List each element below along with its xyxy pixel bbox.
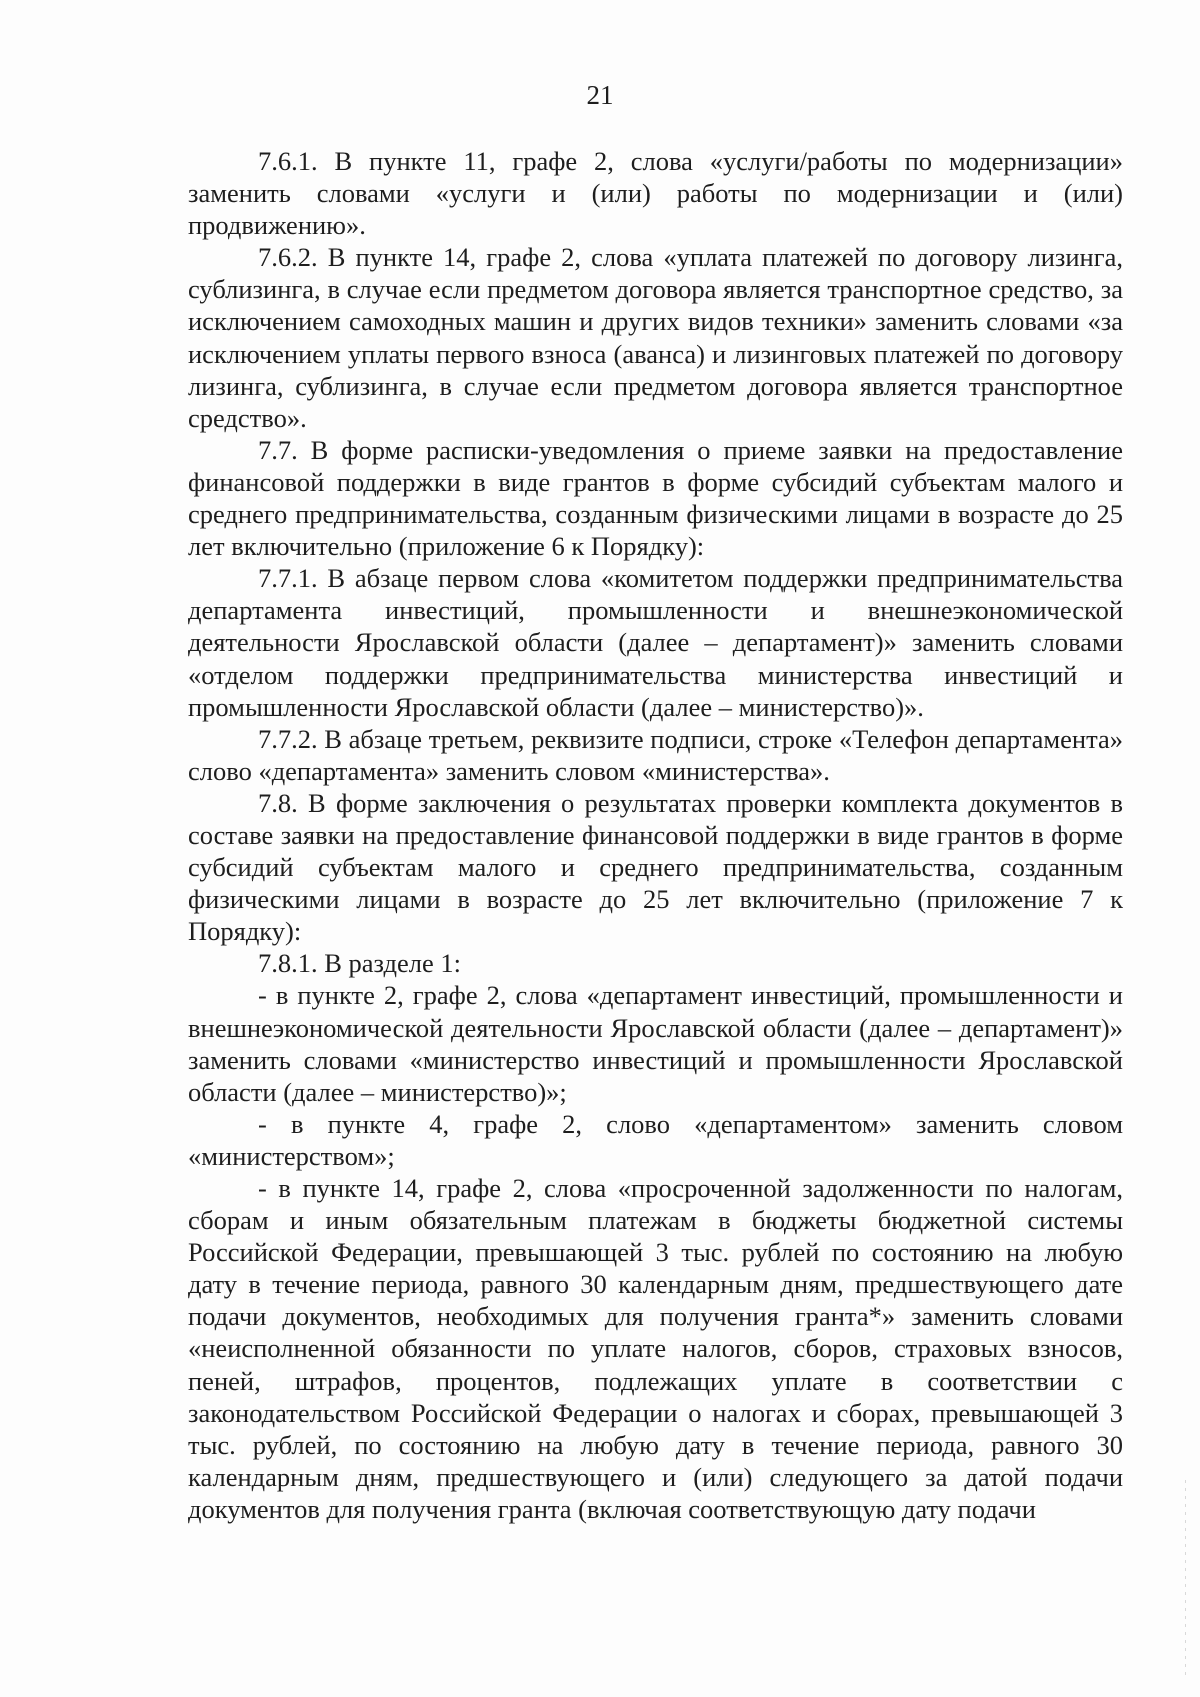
paragraph-7-8: 7.8. В форме заключения о результатах проверки комплекта документов в составе заявки на предоставление финансовой поддержки в виде грантов в форме субсидий субъектам малого и среднего предпринимательства, созданным физическими лицами в возрасте до 25 лет включительно (приложение 7 к Порядку): [188, 787, 1123, 947]
paragraph-7-6-1: 7.6.1. В пункте 11, графе 2, слова «услуги/работы по модернизации» заменить словами «услуги и (или) работы по модернизации и (или) продвижению». [188, 146, 1123, 241]
page-number: 21 [586, 80, 614, 110]
paragraph-7-7: 7.7. В форме расписки-уведомления о приеме заявки на предоставление финансовой поддержки в виде грантов в форме субсидий субъектам малого и среднего предпринимательства, созданным физическими лицами в возрасте до 25 лет включительно (приложение 6 к Порядку): [188, 434, 1123, 562]
scan-edge-mark [1185, 1480, 1186, 1680]
list-item-point-14: - в пункте 14, графе 2, слова «просроченной задолженности по налогам, сборам и иным обязательным платежам в бюджеты бюджетной системы Российской Федерации, превышающей 3 тыс. рублей по состоянию на любую дату в течение периода, равного 30 календарным дням, предшествующего дате подачи документов, необходимых для получения гранта*» заменить словами «неисполненной обязанности по уплате налогов, сборов, страховых взносов, пеней, штрафов, процентов, подлежащих уплате в соответствии с законодательством Российской Федерации о налогах и сборах, превышающей 3 тыс. рублей, по состоянию на любую дату в течение периода, равного 30 календарным дням, предшествующего и (или) следующего за датой подачи документов для получения гранта (включая соответствующую дату подачи [188, 1173, 1123, 1524]
paragraph-7-7-2: 7.7.2. В абзаце третьем, реквизите подписи, строке «Телефон департамента» слово «департамента» заменить словом «министерства». [188, 723, 1123, 786]
list-item-point-2: - в пункте 2, графе 2, слова «департамент инвестиций, промышленности и внешнеэкономической деятельности Ярославской области (далее – департамент)» заменить словами «министерство инвестиций и промышленности Ярославской области (далее – министерство)»; [188, 980, 1123, 1107]
list-item-point-4: - в пункте 4, графе 2, слово «департаментом» заменить словом «министерством»; [188, 1108, 1123, 1171]
paragraph-7-6-2: 7.6.2. В пункте 14, графе 2, слова «уплата платежей по договору лизинга, сублизинга, в случае если предметом договора является транспортное средство, за исключением самоходных машин и других видов техники» заменить словами «за исключением уплаты первого взноса (аванса) и лизинговых платежей по договору лизинга, сублизинга, в случае если предметом договора является транспортное средство». [188, 242, 1123, 433]
paragraph-7-8-1: 7.8.1. В разделе 1: [258, 948, 462, 979]
paragraph-7-7-1: 7.7.1. В абзаце первом слова «комитетом поддержки предпринимательства департамента инвестиций, промышленности и внешнеэкономической деятельности Ярославской области (далее – департамент)» заменить словами «отделом поддержки предпринимательства министерства инвестиций и промышленности Ярославской области (далее – министерство)». [188, 563, 1123, 722]
document-body [188, 145, 1123, 1525]
